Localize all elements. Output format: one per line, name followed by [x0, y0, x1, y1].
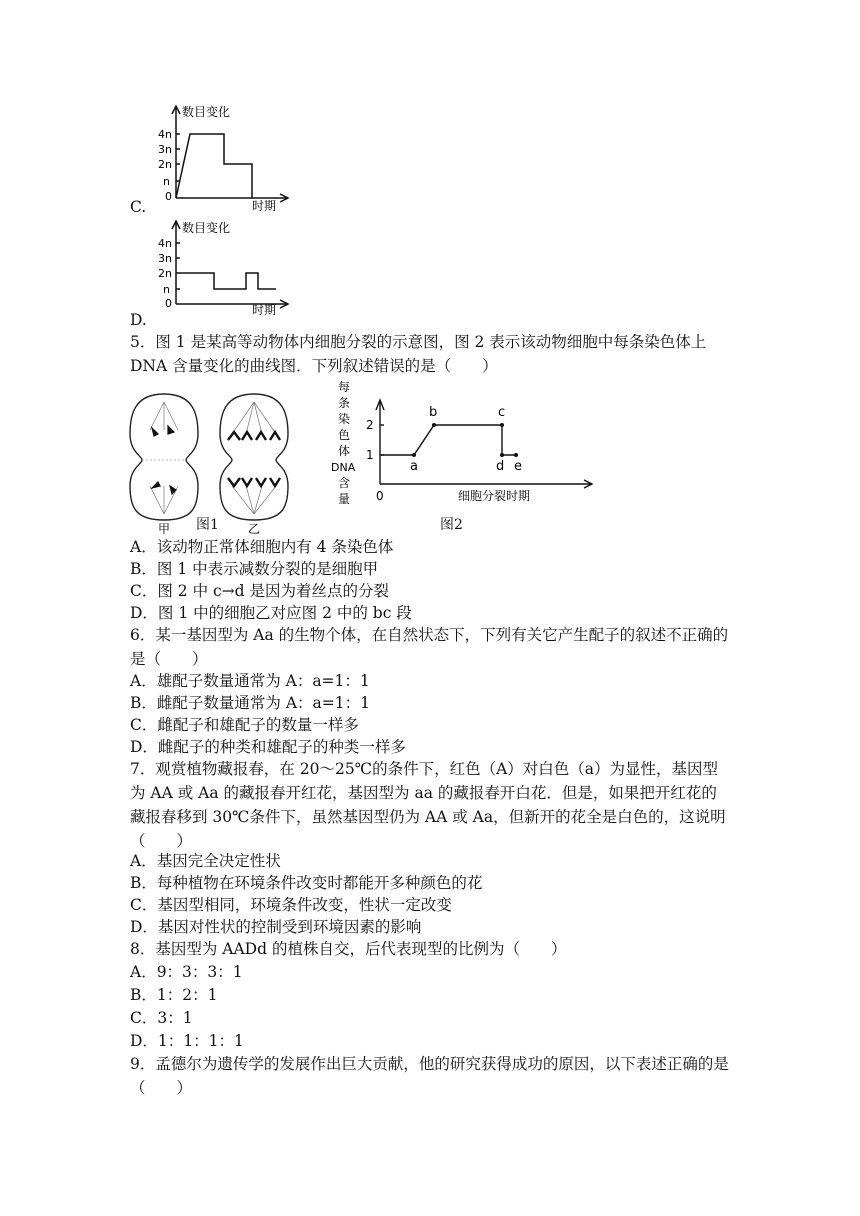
q6-option-d: D．雌配子的种类和雄配子的种类一样多: [130, 738, 406, 756]
svg-text:染: 染: [338, 412, 351, 426]
cell-jia: [130, 394, 198, 520]
tick-4n: 4n: [158, 128, 172, 141]
q5-option-a: A．该动物正常体细胞内有 4 条染色体: [130, 538, 394, 556]
point-a: [412, 453, 416, 457]
x-title: 时期: [252, 199, 277, 212]
tick-0: 0: [376, 489, 384, 503]
q8-option-a: A．9：3：3：1: [130, 963, 243, 981]
fig1-caption: 图1: [196, 517, 219, 533]
svg-text:含: 含: [338, 476, 351, 490]
fig2-caption: 图2: [440, 517, 463, 533]
point-c: [500, 423, 504, 427]
q8-stem: 8．基因型为 AADd 的植株自交，后代表现型的比例为（ ）: [130, 940, 567, 958]
q7-option-d: D．基因对性状的控制受到环境因素的影响: [130, 918, 422, 936]
q5-option-b: B．图 1 中表示减数分裂的是细胞甲: [130, 560, 379, 578]
tick-1: 1: [366, 448, 374, 462]
tick-3n: 3n: [158, 143, 172, 156]
cell-label-jia: 甲: [158, 522, 171, 536]
q5-figure-2: [330, 378, 600, 514]
q7-option-a: A．基因完全决定性状: [130, 852, 281, 870]
q7-stem: 7．观赏植物藏报春，在 20～25℃的条件下，红色（A）对白色（a）为显性，基因型为 AA 或 Aa 的藏报春开红花，基因型为 aa 的藏报春开白花．但是，如果把开红花的藏报春移到 30℃条件下，虽然基因型仍为 AA 或 Aa，但新开的花全是白色的，这说明（ ）: [130, 760, 726, 850]
q6-option-b: B．雌配子数量通常为 A：a=1：1: [130, 694, 370, 712]
q8-option-d: D．1：1：1：1: [130, 1032, 244, 1050]
svg-text:体: 体: [338, 444, 351, 458]
x-title: 时期: [252, 303, 277, 316]
tick-n: n: [163, 175, 170, 188]
option-c-label: C.: [130, 198, 147, 216]
tick-2n: 2n: [158, 158, 172, 171]
point-e: [514, 453, 518, 457]
option-d-graph: [140, 216, 290, 316]
label-c: c: [498, 405, 506, 420]
q5-option-d: D．图 1 中的细胞乙对应图 2 中的 bc 段: [130, 604, 412, 622]
svg-text:量: 量: [338, 492, 351, 506]
y-title: 数目变化: [182, 221, 231, 235]
svg-text:DNA: DNA: [331, 461, 356, 474]
q6-option-a: A．雄配子数量通常为 A：a=1：1: [130, 672, 370, 690]
point-b: [432, 423, 436, 427]
q8-option-b: B．1：2：1: [130, 986, 218, 1004]
label-e: e: [514, 459, 522, 474]
q7-option-c: C．基因型相同，环境条件改变，性状一定改变: [130, 896, 452, 914]
q6-stem: 6．某一基因型为 Aa 的生物个体，在自然状态下，下列有关它产生配子的叙述不正确的是（ ）: [130, 626, 729, 668]
q6-option-c: C．雌配子和雄配子的数量一样多: [130, 716, 359, 734]
tick-0: 0: [165, 190, 172, 203]
cell-label-yi: 乙: [248, 522, 261, 536]
y-axis-label: [331, 379, 356, 506]
option-c-graph: [140, 100, 290, 212]
label-a: a: [410, 459, 418, 474]
svg-text:每: 每: [338, 380, 351, 394]
label-b: b: [429, 405, 438, 420]
point-d: [500, 453, 504, 457]
tick-2n: 2n: [158, 267, 172, 280]
x-axis-label: 细胞分裂时期: [458, 489, 531, 503]
dna-curve: [380, 425, 516, 455]
tick-2: 2: [366, 418, 374, 432]
tick-n: n: [163, 283, 170, 296]
svg-text:条: 条: [338, 396, 351, 410]
tick-3n: 3n: [158, 252, 172, 265]
y-title: 数目变化: [182, 105, 231, 119]
svg-text:色: 色: [338, 428, 351, 442]
tick-4n: 4n: [158, 237, 172, 250]
q5-stem: 5．图 1 是某高等动物体内细胞分裂的示意图，图 2 表示该动物细胞中每条染色体上 DNA 含量变化的曲线图．下列叙述错误的是（ ）: [130, 333, 707, 375]
q7-option-b: B．每种植物在环境条件改变时都能开多种颜色的花: [130, 874, 483, 892]
q8-option-c: C．3：1: [130, 1009, 193, 1027]
q9-stem: 9．孟德尔为遗传学的发展作出巨大贡献，他的研究获得成功的原因，以下表述正确的是（ ）: [130, 1055, 729, 1097]
cell-yi: [220, 394, 288, 520]
label-d: d: [496, 459, 505, 474]
q5-option-c: C．图 2 中 c→d 是因为着丝点的分裂: [130, 582, 390, 600]
option-d-label: D.: [130, 311, 147, 329]
tick-0: 0: [165, 297, 172, 310]
